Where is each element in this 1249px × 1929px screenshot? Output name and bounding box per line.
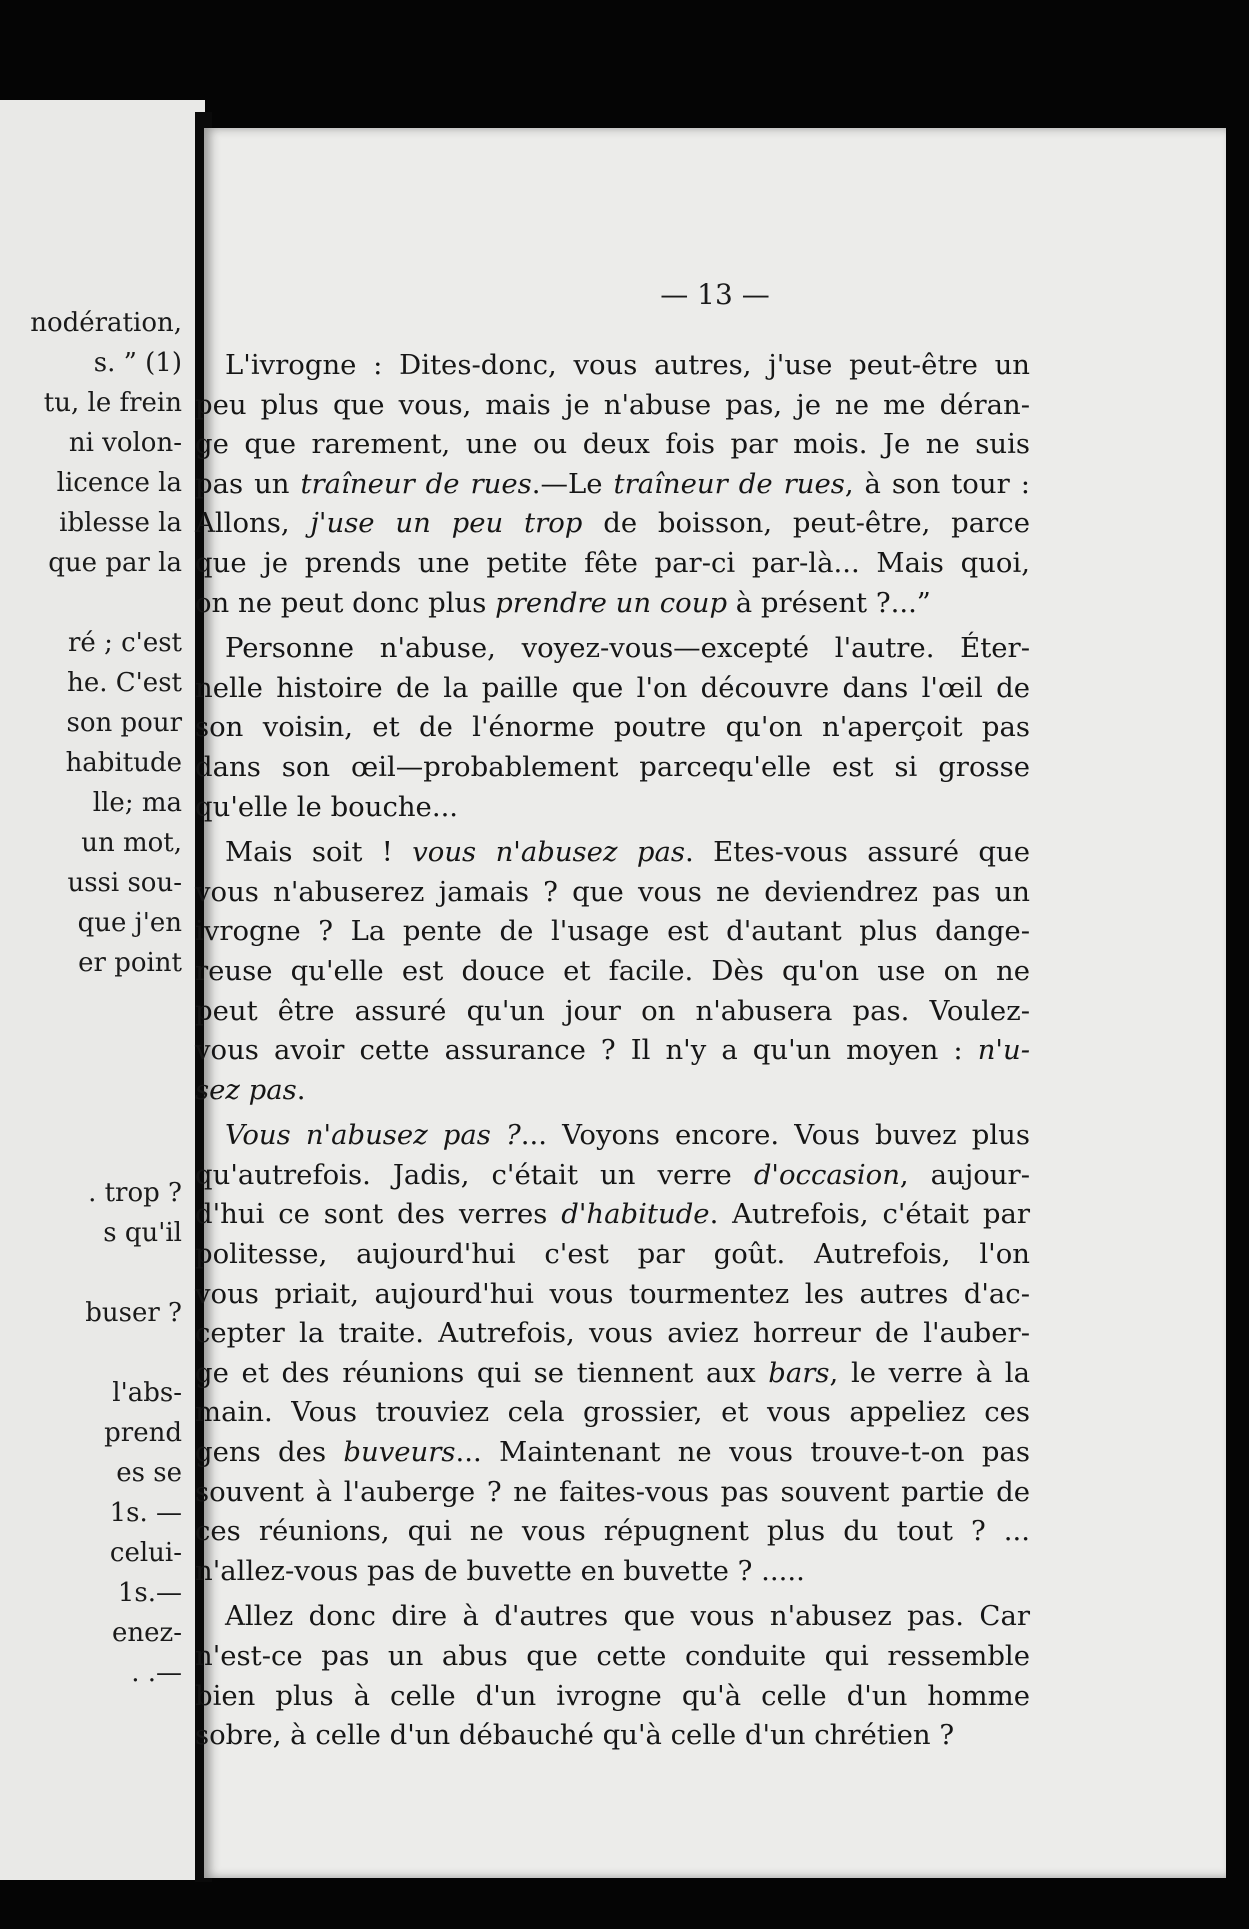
text-line: bien plus à celle d'un ivrogne qu'à celle d'un homme — [195, 1679, 1030, 1712]
left-page-fragment: es se — [116, 1458, 182, 1488]
left-page-fragment: que j'en — [77, 908, 182, 938]
paragraph — [195, 833, 1030, 1110]
left-page-fragment: he. C'est — [67, 668, 182, 698]
text-line: vous avoir cette assurance ? Il n'y a qu'un moyen : n'u- — [195, 1034, 1030, 1067]
text-line: qu'autrefois. Jadis, c'était un verre d'occasion, aujour- — [195, 1158, 1030, 1191]
text-line: peu plus que vous, mais je n'abuse pas, je ne me déran- — [195, 388, 1030, 421]
paragraph — [195, 629, 1030, 827]
text-line: vous priait, aujourd'hui vous tourmentez les autres d'ac- — [195, 1277, 1030, 1310]
text-line: sez pas. — [195, 1073, 306, 1106]
text-line: ces réunions, qui ne vous répugnent plus du tout ? ... — [195, 1515, 1030, 1548]
left-page-fragment: 1s.— — [117, 1578, 182, 1608]
left-page-fragment: habitude — [65, 748, 182, 778]
text-line: n'allez-vous pas de buvette en buvette ? ..... — [195, 1554, 805, 1587]
left-page-fragment: que par la — [48, 548, 182, 578]
left-page-fragment: lle; ma — [92, 788, 182, 818]
paragraph — [195, 1597, 1030, 1755]
text-line: politesse, aujourd'hui c'est par goût. Autrefois, l'on — [195, 1238, 1030, 1271]
left-page-fragment: s qu'il — [103, 1218, 182, 1248]
text-line: Personne n'abuse, voyez-vous—excepté l'autre. Éter- — [225, 632, 1030, 665]
text-line: qu'elle le bouche... — [195, 790, 459, 823]
text-line: L'ivrogne : Dites-donc, vous autres, j'use peut-être un — [225, 349, 1030, 381]
paragraph — [195, 346, 1030, 623]
left-page-fragment: tu, le frein — [43, 388, 182, 418]
text-line: d'hui ce sont des verres d'habitude. Autrefois, c'était par — [195, 1198, 1030, 1231]
text-line: cepter la traite. Autrefois, vous aviez horreur de l'auber- — [195, 1317, 1030, 1350]
text-line: Allons, j'use un peu trop de boisson, peut-être, parce — [195, 507, 1030, 540]
left-page-fragment: buser ? — [85, 1298, 182, 1328]
left-page-fragment: licence la — [56, 468, 182, 498]
text-line: main. Vous trouviez cela grossier, et vous appeliez ces — [195, 1396, 1030, 1429]
left-page-fragment: nodération, — [30, 308, 182, 338]
text-line: reuse qu'elle est douce et facile. Dès qu'on use on ne — [195, 954, 1030, 987]
left-page-fragment: . .— — [131, 1658, 182, 1688]
text-line: on ne peut donc plus prendre un coup à présent ?...” — [195, 586, 931, 619]
text-line: n'est-ce pas un abus que cette conduite qui ressemble — [195, 1640, 1030, 1672]
left-page-fragment: son pour — [66, 708, 182, 738]
page-body-text — [195, 340, 1030, 1756]
left-page-fragment: . trop ? — [88, 1178, 182, 1208]
text-line: ge que rarement, une ou deux fois par mois. Je ne suis — [195, 428, 1030, 461]
text-line: dans son œil—probablement parcequ'elle est si grosse — [195, 750, 1030, 783]
left-page-fragment: ré ; c'est — [68, 628, 182, 658]
left-page-fragment: er point — [78, 948, 182, 978]
text-line: gens des buveurs... Maintenant ne vous trouve-t-on pas — [195, 1436, 1030, 1469]
text-line: souvent à l'auberge ? ne faites-vous pas souvent partie de — [195, 1475, 1030, 1508]
left-page-fragment: iblesse la — [59, 508, 182, 538]
page-number: — 13 — — [660, 278, 770, 311]
left-page — [0, 100, 205, 1880]
text-line: Mais soit ! vous n'abusez pas. Etes-vous assuré que — [225, 836, 1030, 869]
left-page-fragment: l'abs- — [112, 1378, 182, 1408]
left-page-fragment: ussi sou- — [67, 868, 182, 898]
text-line: son voisin, et de l'énorme poutre qu'on n'aperçoit pas — [195, 711, 1030, 744]
left-page-fragment: ni volon- — [68, 428, 182, 458]
left-page-fragment: celui- — [109, 1538, 182, 1568]
text-line: nelle histoire de la paille que l'on découvre dans l'œil de — [195, 671, 1030, 704]
left-page-fragment: s. ” (1) — [93, 348, 182, 378]
text-line: ivrogne ? La pente de l'usage est d'autant plus dange- — [195, 915, 1030, 948]
left-page-fragment: 1s. — — [109, 1498, 182, 1528]
text-line: Vous n'abusez pas ?... Voyons encore. Vous buvez plus — [225, 1119, 1030, 1152]
text-line: peut être assuré qu'un jour on n'abusera pas. Voulez- — [195, 994, 1030, 1027]
left-page-fragment: prend — [104, 1418, 182, 1448]
paragraph — [195, 1116, 1030, 1591]
left-page-fragment: enez- — [111, 1618, 182, 1648]
text-line: Allez donc dire à d'autres que vous n'abusez pas. Car — [225, 1600, 1030, 1633]
text-line: vous n'abuserez jamais ? que vous ne deviendrez pas un — [195, 875, 1030, 908]
text-line: ge et des réunions qui se tiennent aux bars, le verre à la — [195, 1356, 1030, 1389]
text-line: que je prends une petite fête par-ci par-là... Mais quoi, — [195, 546, 1030, 579]
text-line: sobre, à celle d'un débauché qu'à celle d'un chrétien ? — [195, 1719, 955, 1752]
text-line: pas un traîneur de rues.—Le traîneur de rues, à son tour : — [195, 467, 1030, 500]
left-page-fragment: un mot, — [81, 828, 182, 858]
